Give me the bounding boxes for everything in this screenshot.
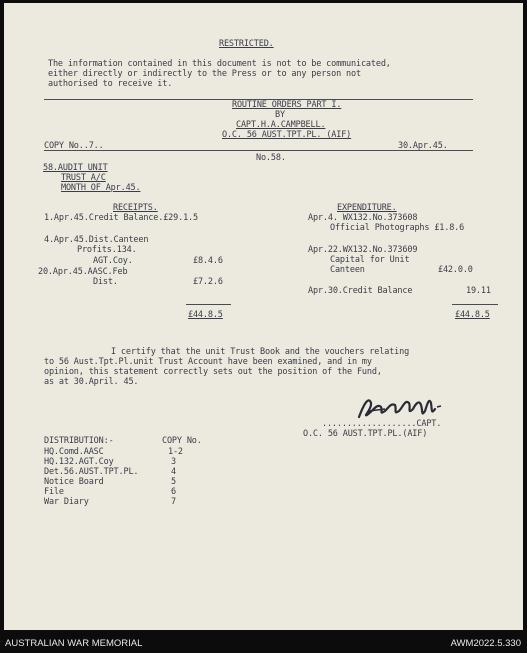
distribution-recipient: File [44, 487, 64, 497]
classification-heading: RESTRICTED. [219, 39, 274, 49]
distribution-copy: 7 [171, 497, 176, 507]
expenditure-row: Capital for Unit [330, 255, 410, 265]
distribution-recipient: HQ.132.AGT.Coy [44, 457, 114, 467]
receipt-row: 1.Apr.45.Credit Balance.£29.1.5 [44, 213, 198, 223]
distribution-copy-heading: COPY No. [162, 436, 202, 446]
certification-line-2: to 56 Aust.Tpt.Pl.unit Trust Account have been examined, and in my [44, 357, 372, 367]
receipt-row: AGT.Coy. [93, 256, 133, 266]
distribution-heading: DISTRIBUTION:- [44, 436, 114, 446]
orders-number: No.58. [256, 153, 286, 163]
copy-number: COPY No..7.. [44, 141, 104, 151]
distribution-recipient: HQ.Comd.AASC [44, 447, 104, 457]
warning-line-2: either directly or indirectly to the Press or to any person not [48, 69, 361, 79]
orders-author: CAPT.H.A.CAMPBELL. [236, 120, 326, 130]
orders-by: BY [275, 110, 285, 120]
receipt-amount: £7.2.6 [193, 277, 223, 287]
receipt-row: Profits.134. [77, 245, 137, 255]
receipt-row: 20.Apr.45.AASC.Feb [38, 267, 128, 277]
receipt-row: Dist. [93, 277, 118, 287]
audit-line-3: MONTH OF Apr.45. [61, 183, 141, 193]
distribution-copy: 4 [171, 467, 176, 477]
receipts-total: £44.8.5 [188, 310, 223, 320]
distribution-recipient: War Diary [44, 497, 89, 507]
warning-line-3: authorised to receive it. [48, 79, 173, 89]
expenditure-row: Apr.4. WX132.No.373608 [308, 213, 418, 223]
warning-line-1: The information contained in this document is not to be communicated, [48, 59, 391, 69]
document-page [4, 3, 523, 630]
orders-title: ROUTINE ORDERS PART I. [232, 100, 342, 110]
expenditure-amount: £42.0.0 [438, 265, 473, 275]
receipts-heading: RECEIPTS. [113, 203, 158, 213]
expenditure-row: Apr.22.WX132.No.373609 [308, 245, 418, 255]
distribution-recipient: Det.56.AUST.TPT.PL. [44, 467, 139, 477]
expenditure-total-rule [452, 304, 498, 305]
expenditure-row: Canteen [330, 265, 365, 275]
certification-line-4: as at 30.April. 45. [44, 377, 139, 387]
signature-unit: O.C. 56 AUST.TPT.PL.(AIF) [303, 429, 428, 439]
expenditure-row: Apr.30.Credit Balance [308, 286, 413, 296]
certification-line-3: opinion, this statement correctly sets out the position of the Fund, [44, 367, 382, 377]
distribution-copy: 3 [171, 457, 176, 467]
expenditure-heading: EXPENDITURE. [337, 203, 397, 213]
audit-line-1: 58.AUDIT UNIT [43, 163, 108, 173]
receipt-row: 4.Apr.45.Dist.Canteen [44, 235, 149, 245]
distribution-copy: 1-2 [168, 447, 183, 457]
divider-orders [44, 150, 473, 151]
distribution-copy: 6 [171, 487, 176, 497]
receipt-amount: £8.4.6 [193, 256, 223, 266]
orders-unit: O.C. 56 AUST.TPT.PL. (AIF) [222, 130, 352, 140]
footer-institution: AUSTRALIAN WAR MEMORIAL [5, 638, 143, 649]
expenditure-row: Official Photographs £1.8.6 [330, 223, 465, 233]
receipts-total-rule [186, 304, 231, 305]
distribution-recipient: Notice Board [44, 477, 104, 487]
audit-line-2: TRUST A/C [61, 173, 106, 183]
expenditure-total: £44.8.5 [455, 310, 490, 320]
footer-accession: AWM2022.5.330 [450, 638, 521, 649]
certification-line-1: I certify that the unit Trust Book and the vouchers relating [111, 347, 410, 357]
signature-line: ...................CAPT. [322, 419, 442, 429]
expenditure-amount: 19.11 [466, 286, 491, 296]
orders-date: 30.Apr.45. [398, 141, 448, 151]
distribution-copy: 5 [171, 477, 176, 487]
